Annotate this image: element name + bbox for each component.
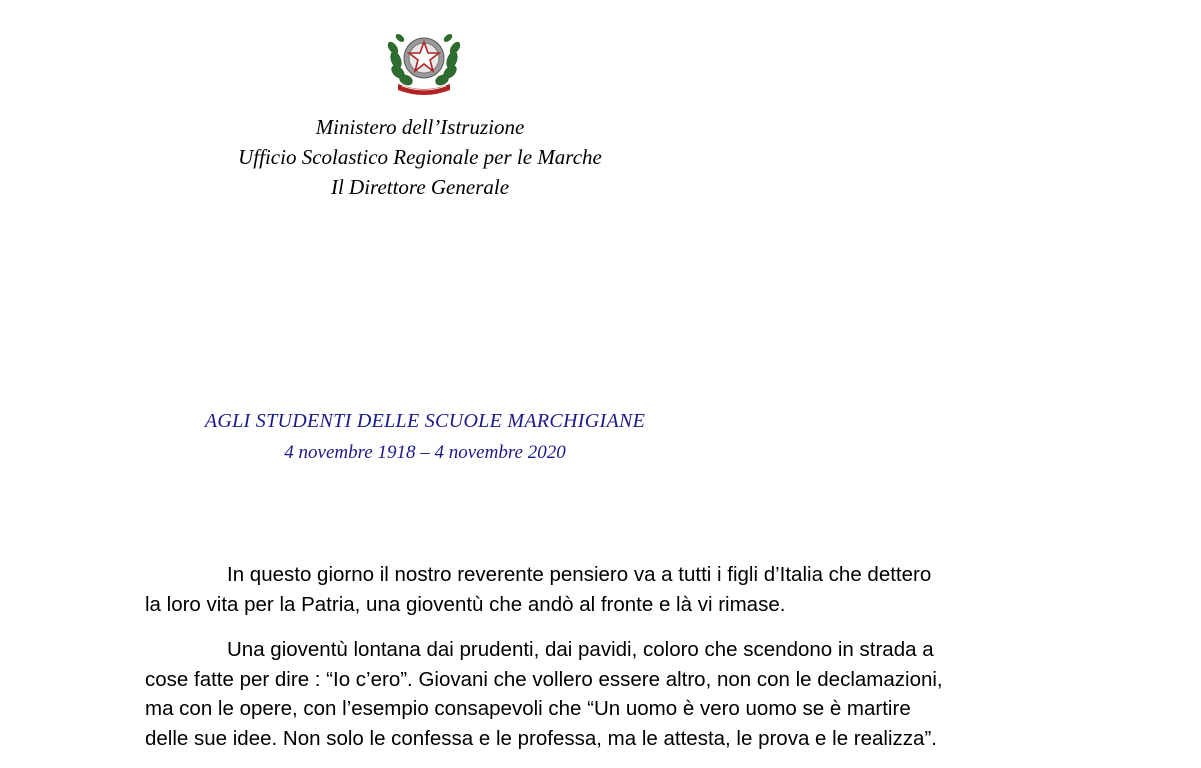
paragraph-line: cose fatte per dire : “Io c’ero”. Giovani che vollero essere altro, non con le declamazioni, <box>145 667 943 691</box>
director-title: Il Direttore Generale <box>330 175 510 199</box>
document-heading <box>100 406 750 468</box>
ministry-name: Ministero dell’Istruzione <box>315 115 525 139</box>
paragraph-line: delle sue idee. Non solo le confessa e le professa, ma le attesta, le prova e le realizza”. <box>145 726 937 750</box>
paragraph-line: ma con le opere, con l’esempio consapevoli che “Un uomo è vero uomo se è martire <box>145 697 911 720</box>
heading-date: 4 novembre 1918 – 4 novembre 2020 <box>284 442 566 463</box>
paragraph-line: la loro vita per la Patria, una gioventù che andò al fronte e là vi rimase. <box>145 592 786 616</box>
italian-republic-emblem-icon <box>384 26 464 96</box>
paragraph <box>145 560 1045 619</box>
heading-title: AGLI STUDENTI DELLE SCUOLE MARCHIGIANE <box>204 410 646 432</box>
paragraph-line: Una gioventù lontana dai prudenti, dai pavidi, coloro che scendono in strada a <box>227 638 934 661</box>
office-name: Ufficio Scolastico Regionale per le Marche <box>238 145 602 169</box>
paragraph <box>145 635 1045 753</box>
paragraph-line: In questo giorno il nostro reverente pensiero va a tutti i figli d’Italia che dettero <box>227 563 932 586</box>
letter-body <box>145 560 1045 753</box>
letterhead <box>180 112 660 202</box>
